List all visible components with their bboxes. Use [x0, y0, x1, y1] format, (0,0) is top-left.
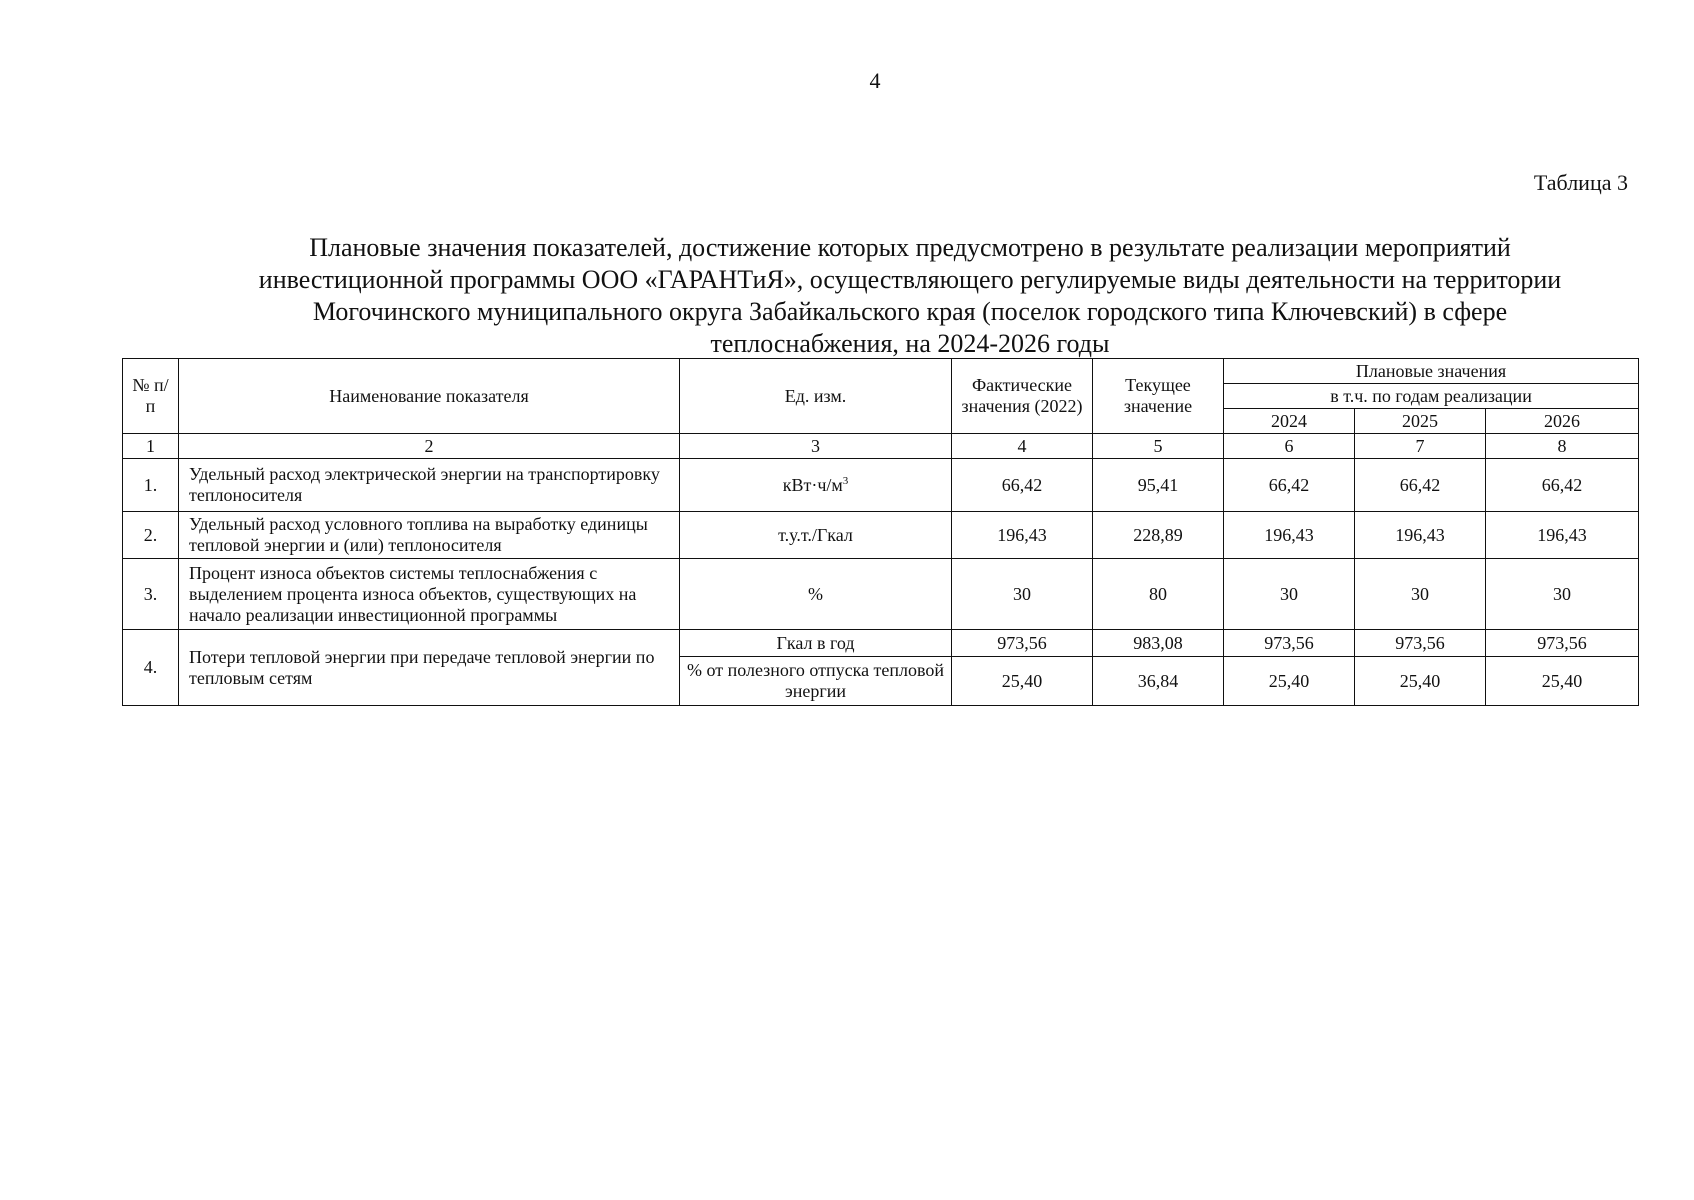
title-line: Плановые значения показателей, достижение которых предусмотрено в результате реализации мероприятий	[309, 233, 1511, 262]
header-year-2026: 2026	[1486, 409, 1639, 434]
header-name: Наименование показателя	[179, 359, 680, 434]
row-actual: 30	[952, 559, 1093, 630]
header-unit: Ед. изм.	[680, 359, 952, 434]
header-planned: Плановые значения	[1224, 359, 1639, 384]
row-num: 3.	[123, 559, 179, 630]
row-unit: т.у.т./Гкал	[680, 512, 952, 559]
table-row	[123, 559, 1639, 630]
row-unit-text: кВт·ч/м	[782, 474, 843, 495]
header-num: № п/п	[123, 359, 179, 434]
row-unit-superscript: 3	[842, 474, 849, 487]
column-number: 7	[1355, 434, 1486, 459]
table-label: Таблица 3	[1533, 170, 1628, 195]
column-number: 4	[952, 434, 1093, 459]
row-unit: Гкал в год	[680, 630, 952, 657]
column-number: 2	[179, 434, 680, 459]
row-2024: 973,56	[1224, 630, 1355, 657]
row-current: 95,41	[1093, 459, 1224, 512]
row-2024: 66,42	[1224, 459, 1355, 512]
row-2025: 30	[1355, 559, 1486, 630]
header-year-2025: 2025	[1355, 409, 1486, 434]
row-actual: 25,40	[952, 657, 1093, 706]
row-name: Удельный расход электрической энергии на транспортировку теплоносителя	[179, 459, 680, 512]
header-year-2024: 2024	[1224, 409, 1355, 434]
document-title	[180, 232, 1640, 360]
row-actual: 66,42	[952, 459, 1093, 512]
row-name: Потери тепловой энергии при передаче тепловой энергии по тепловым сетям	[179, 630, 680, 706]
row-current: 80	[1093, 559, 1224, 630]
table-row	[123, 459, 1639, 512]
header-current: Текущее значение	[1093, 359, 1224, 434]
indicators-table	[122, 358, 1639, 706]
table-row	[123, 630, 1639, 657]
column-numbers-row	[123, 434, 1639, 459]
row-2025: 196,43	[1355, 512, 1486, 559]
row-actual: 973,56	[952, 630, 1093, 657]
row-current: 228,89	[1093, 512, 1224, 559]
row-unit: % от полезного отпуска тепловой энергии	[680, 657, 952, 706]
row-num: 2.	[123, 512, 179, 559]
header-actual: Фактические значения (2022)	[952, 359, 1093, 434]
column-number: 6	[1224, 434, 1355, 459]
row-2025: 973,56	[1355, 630, 1486, 657]
row-num: 4.	[123, 630, 179, 706]
column-number: 8	[1486, 434, 1639, 459]
row-2026: 30	[1486, 559, 1639, 630]
row-name: Удельный расход условного топлива на выработку единицы тепловой энергии и (или) теплоносителя	[179, 512, 680, 559]
row-2026: 973,56	[1486, 630, 1639, 657]
title-line: Могочинского муниципального округа Забайкальского края (поселок городского типа Ключевский) в сфере	[312, 297, 1508, 326]
row-2026: 66,42	[1486, 459, 1639, 512]
column-number: 3	[680, 434, 952, 459]
row-name: Процент износа объектов системы теплоснабжения с выделением процента износа объектов, существующих на начало реализации инвестиционной программы	[179, 559, 680, 630]
title-line: инвестиционной программы ООО «ГАРАНТиЯ», осуществляющего регулируемые виды деятельности на территории	[258, 265, 1562, 294]
row-2026: 196,43	[1486, 512, 1639, 559]
column-number: 1	[123, 434, 179, 459]
row-unit	[680, 459, 952, 512]
page-number: 4	[869, 68, 881, 93]
title-line: теплоснабжения, на 2024-2026 годы	[710, 329, 1110, 358]
row-2025: 25,40	[1355, 657, 1486, 706]
row-current: 36,84	[1093, 657, 1224, 706]
row-2026: 25,40	[1486, 657, 1639, 706]
table-row	[123, 512, 1639, 559]
column-number: 5	[1093, 434, 1224, 459]
row-actual: 196,43	[952, 512, 1093, 559]
row-2024: 30	[1224, 559, 1355, 630]
row-2024: 196,43	[1224, 512, 1355, 559]
row-num: 1.	[123, 459, 179, 512]
row-current: 983,08	[1093, 630, 1224, 657]
header-by-years: в т.ч. по годам реализации	[1224, 384, 1639, 409]
row-2025: 66,42	[1355, 459, 1486, 512]
row-unit: %	[680, 559, 952, 630]
row-2024: 25,40	[1224, 657, 1355, 706]
